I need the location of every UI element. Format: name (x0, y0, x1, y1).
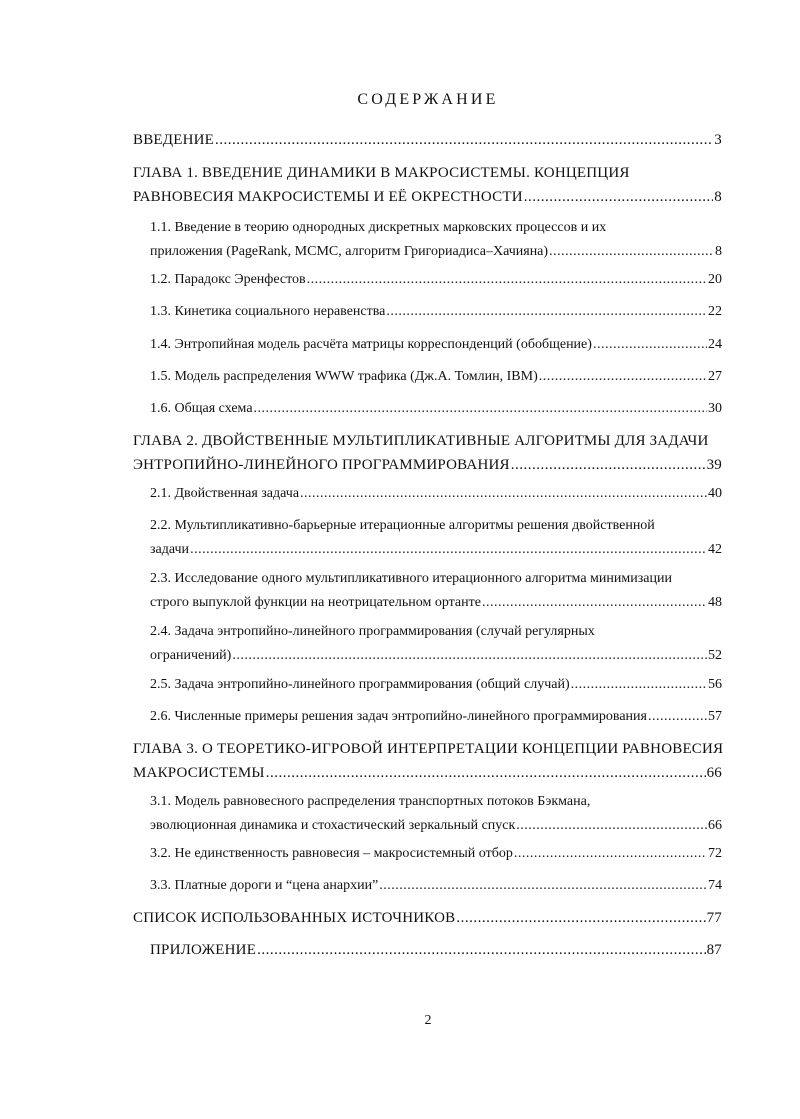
toc-entry-title: 1.2. Парадокс Эренфестов (150, 272, 306, 287)
toc-entry-section-1-1 (150, 216, 722, 264)
toc-entry-title: 1.5. Модель распределения WWW трафика (Дж.А. Томлин, IBM) (150, 369, 538, 384)
toc-page-number: 66 (706, 765, 722, 781)
toc-entry-section-1-5 (150, 365, 722, 389)
toc-page-number: 77 (706, 910, 722, 926)
dot-leader (524, 185, 714, 209)
toc-entry-title: ГЛАВА 3. О ТЕОРЕТИКО-ИГРОВОЙ ИНТЕРПРЕТАЦИИ КОНЦЕПЦИИ РАВНОВЕСИЯ (133, 741, 724, 757)
toc-entry-title: ГЛАВА 1. ВВЕДЕНИЕ ДИНАМИКИ В МАКРОСИСТЕМЫ. КОНЦЕПЦИЯ (133, 165, 630, 181)
dot-leader (254, 397, 707, 421)
toc-page-number: 20 (708, 272, 722, 287)
toc-entry-section-1-6 (150, 397, 722, 421)
toc-entry-title: ВВЕДЕНИЕ (133, 132, 214, 148)
toc-entry-appendix (150, 938, 722, 962)
toc-entry-section-3-1 (150, 790, 722, 838)
dot-leader (379, 874, 707, 898)
dot-leader (648, 705, 707, 729)
toc-entry-title: строго выпуклой функции на неотрицательном ортанте (150, 595, 481, 610)
dot-leader (456, 906, 705, 930)
toc-page-number: 56 (708, 677, 722, 692)
toc-page-number: 30 (708, 401, 722, 416)
toc-entry-chapter-3 (133, 737, 722, 785)
toc-entry-title: ЭНТРОПИЙНО-ЛИНЕЙНОГО ПРОГРАММИРОВАНИЯ (133, 457, 510, 473)
toc-page-number: 42 (708, 542, 722, 557)
toc-entry-title: 2.1. Двойственная задача (150, 486, 300, 501)
toc-entry-title: 1.6. Общая схема (150, 401, 253, 416)
toc-page-number: 39 (706, 457, 722, 473)
dot-leader (215, 128, 713, 152)
toc-entry-title: 1.1. Введение в теорию однородных дискретных марковских процессов и их (150, 220, 607, 235)
toc-entry-chapter-2 (133, 429, 722, 477)
dot-leader (514, 842, 707, 866)
toc-entry-title: 2.3. Исследование одного мультипликативного итерационного алгоритма минимизации (150, 571, 672, 586)
toc-entry-title: 2.5. Задача энтропийно-линейного программирования (общий случай) (150, 677, 570, 692)
dot-leader (190, 538, 707, 562)
toc-page-number: 3 (714, 132, 722, 148)
toc-entry-section-2-1 (150, 482, 722, 506)
toc-page-number: 8 (714, 189, 722, 205)
dot-leader (482, 591, 707, 615)
dot-leader (386, 300, 707, 324)
dot-leader (266, 761, 706, 785)
toc-entry-title: ГЛАВА 2. ДВОЙСТВЕННЫЕ МУЛЬТИПЛИКАТИВНЫЕ АЛГОРИТМЫ ДЛЯ ЗАДАЧИ (133, 433, 709, 449)
toc-entry-section-2-3 (150, 567, 722, 615)
toc-entry-title: 2.2. Мультипликативно-барьерные итерационные алгоритмы решения двойственной (150, 518, 655, 533)
toc-page-number: 57 (708, 709, 722, 724)
toc-page-number: 27 (708, 369, 722, 384)
toc-entry-title: ПРИЛОЖЕНИЕ (150, 942, 257, 958)
dot-leader (232, 644, 707, 668)
toc-entry-title: 3.3. Платные дороги и “цена анархии” (150, 878, 379, 893)
dot-leader (511, 453, 706, 477)
dot-leader (549, 240, 714, 264)
toc-page-number: 22 (708, 304, 722, 319)
toc-entry-title: 2.4. Задача энтропийно-линейного программирования (случай регулярных (150, 624, 595, 639)
toc-entry-title: 1.4. Энтропийная модель расчёта матрицы корреспонденций (обобщение) (150, 337, 592, 352)
toc-entry-section-1-3 (150, 300, 722, 324)
toc-entry-introduction (133, 128, 722, 152)
dot-leader (257, 938, 706, 962)
toc-page-number: 72 (708, 846, 722, 861)
toc-page-number: 74 (708, 878, 722, 893)
toc-page-number: 87 (706, 942, 722, 958)
toc-page-number: 40 (708, 486, 722, 501)
toc-entry-title: МАКРОСИСТЕМЫ (133, 765, 265, 781)
toc-page-number: 52 (708, 648, 722, 663)
toc-page-number: 48 (708, 595, 722, 610)
page-title: СОДЕРЖАНИЕ (357, 91, 499, 108)
toc-page-number: 8 (715, 244, 722, 259)
page-number: 2 (424, 1013, 432, 1028)
toc-entry-section-1-4 (150, 333, 722, 357)
toc-entry-title: 1.3. Кинетика социального неравенства (150, 304, 386, 319)
dot-leader (539, 365, 707, 389)
dot-leader (307, 268, 707, 292)
toc-entry-section-2-2 (150, 514, 722, 562)
toc-entry-section-1-2 (150, 268, 722, 292)
toc-entry-title: СПИСОК ИСПОЛЬЗОВАННЫХ ИСТОЧНИКОВ (133, 910, 456, 926)
toc-entry-section-3-3 (150, 874, 722, 898)
toc-entry-section-3-2 (150, 842, 722, 866)
toc-page-number: 24 (708, 337, 722, 352)
toc-entry-title: приложения (PageRank, MCMC, алгоритм Григориадиса–Хачияна) (150, 244, 549, 259)
dot-leader (300, 482, 707, 506)
toc-entry-title: 3.1. Модель равновесного распределения транспортных потоков Бэкмана, (150, 794, 591, 809)
dot-leader (571, 673, 707, 697)
toc-entry-section-2-4 (150, 620, 722, 668)
toc-entry-title: задачи (150, 542, 190, 557)
toc-entry-title: 3.2. Не единственность равновесия – макросистемный отбор (150, 846, 513, 861)
dot-leader (516, 814, 707, 838)
dot-leader (593, 333, 707, 357)
toc-entry-title: 2.6. Численные примеры решения задач энтропийно-линейного программирования (150, 709, 647, 724)
toc-page-number: 66 (708, 818, 722, 833)
toc-entry-references (133, 906, 722, 930)
toc-entry-title: РАВНОВЕСИЯ МАКРОСИСТЕМЫ И ЕЁ ОКРЕСТНОСТИ (133, 189, 523, 205)
toc-entry-title: ограничений) (150, 648, 232, 663)
toc-entry-chapter-1 (133, 161, 722, 209)
toc-entry-section-2-6 (150, 705, 722, 729)
toc-entry-section-2-5 (150, 673, 722, 697)
toc-entry-title: эволюционная динамика и стохастический зеркальный спуск (150, 818, 516, 833)
